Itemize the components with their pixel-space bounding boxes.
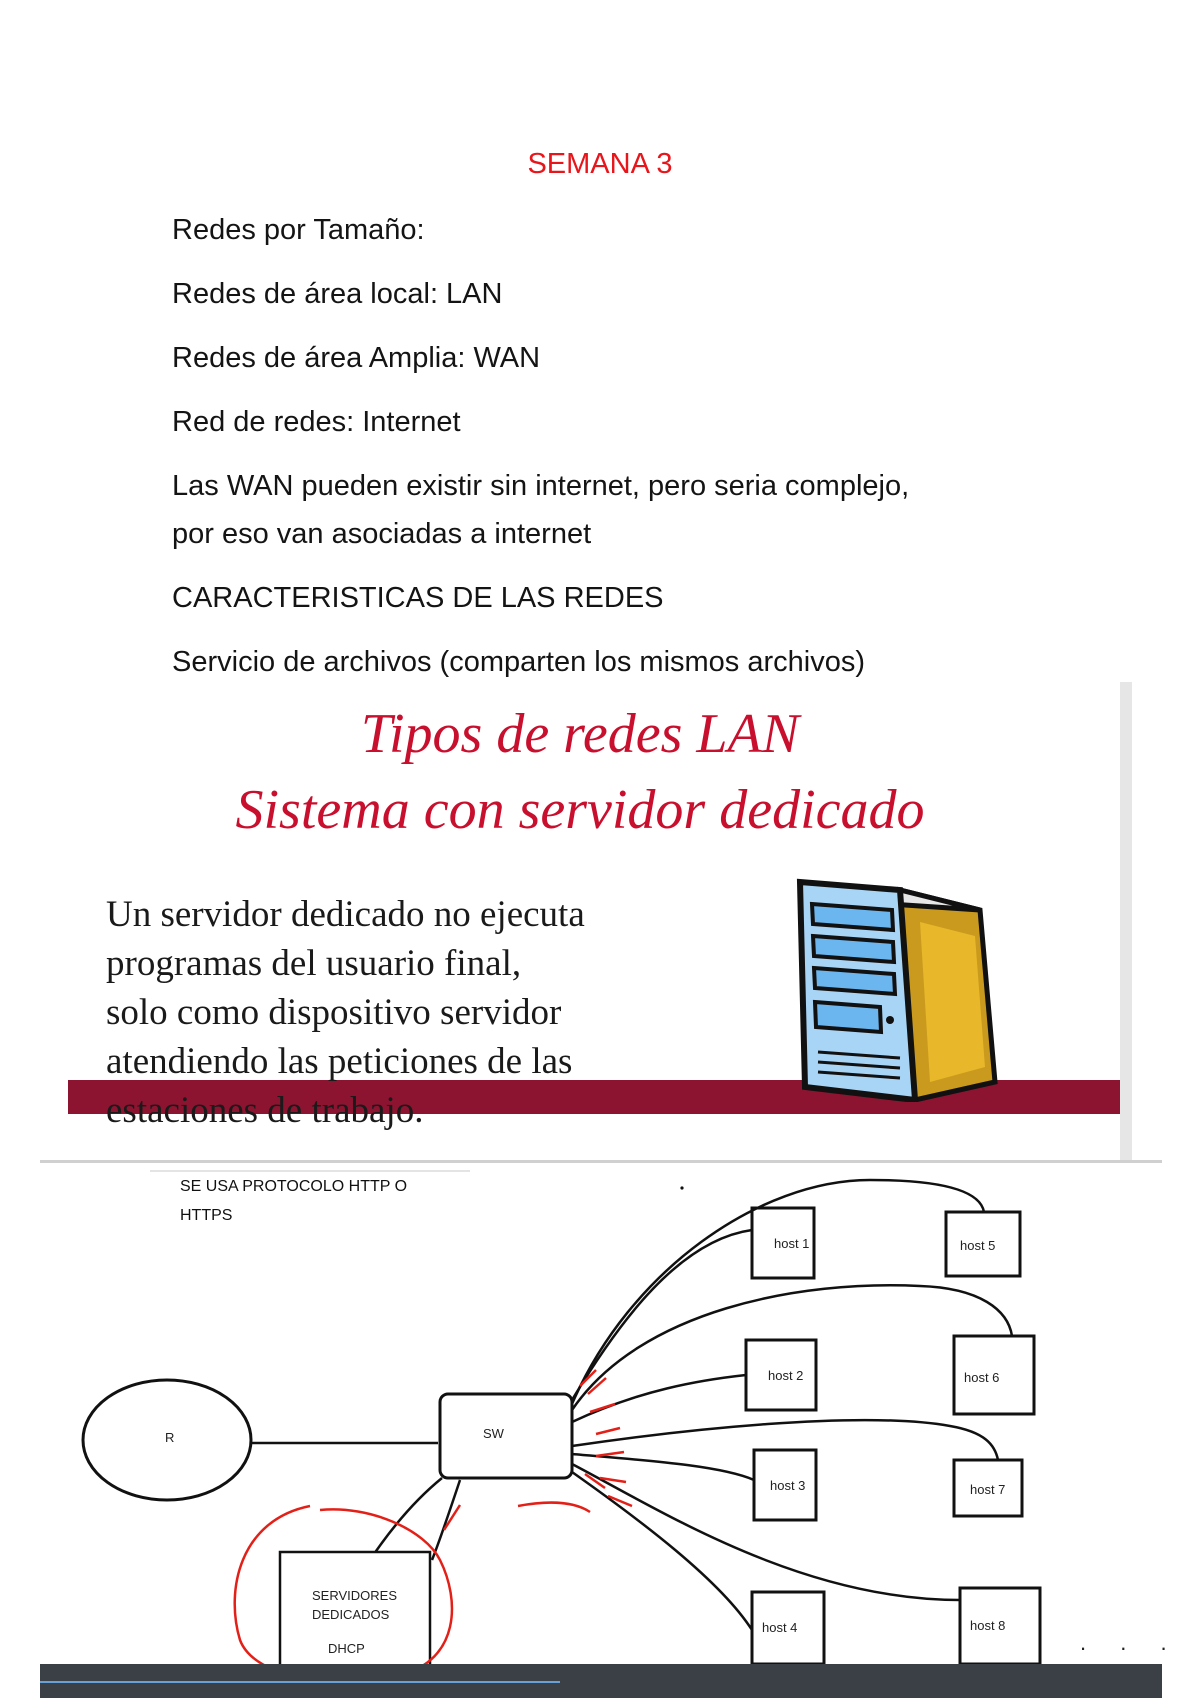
slide-title-line2: Sistema con servidor dedicado xyxy=(235,779,925,841)
slide-body-line: solo como dispositivo servidor xyxy=(106,992,562,1033)
link-host-1 xyxy=(572,1230,752,1400)
server-tower-icon xyxy=(750,862,1010,1102)
text-line: Redes por Tamaño: xyxy=(172,214,425,246)
text-line: Redes de área Amplia: WAN xyxy=(172,342,541,374)
router-label: R xyxy=(165,1430,175,1445)
slide-image xyxy=(40,682,1120,1160)
server-label-line3: DHCP xyxy=(328,1641,365,1656)
text-line: Las WAN pueden existir sin internet, pero seria complejo, xyxy=(172,470,910,502)
slide-edge xyxy=(1120,682,1132,1160)
host-label: host 1 xyxy=(774,1236,810,1251)
page-title: SEMANA 3 xyxy=(527,148,673,180)
slide-body-line: atendiendo las peticiones de las xyxy=(106,1041,573,1082)
slide-title-line1: Tipos de redes LAN xyxy=(360,703,800,765)
server-label-line2: DEDICADOS xyxy=(312,1607,390,1622)
switch-shape xyxy=(440,1394,572,1478)
network-diagram xyxy=(40,1160,1181,1680)
slide-body xyxy=(106,890,726,1135)
host-label: host 4 xyxy=(762,1620,798,1635)
protocol-note-line2: HTTPS xyxy=(180,1207,233,1224)
host-label: host 6 xyxy=(964,1370,1000,1385)
host-label: host 8 xyxy=(970,1618,1006,1633)
link-host-4 xyxy=(572,1472,752,1630)
protocol-note-line1: SE USA PROTOCOLO HTTP O xyxy=(180,1178,408,1195)
text-line: Redes de área local: LAN xyxy=(172,278,503,310)
text-line: CARACTERISTICAS DE LAS REDES xyxy=(172,582,664,614)
server-label-line1: SERVIDORES xyxy=(312,1588,398,1603)
text-line: por eso van asociadas a internet xyxy=(172,518,592,550)
ellipsis-dots: . . . xyxy=(1080,1630,1181,1655)
host-label: host 2 xyxy=(768,1368,804,1383)
host-label: host 3 xyxy=(770,1478,806,1493)
host-label: host 5 xyxy=(960,1238,996,1253)
link-host-2 xyxy=(572,1375,746,1422)
switch-server-link xyxy=(432,1480,460,1560)
bottom-bar-accent xyxy=(40,1681,560,1683)
host-label: host 7 xyxy=(970,1482,1006,1497)
slide-body-line: Un servidor dedicado no ejecuta xyxy=(106,894,585,935)
slide-body-line: estaciones de trabajo. xyxy=(106,1090,424,1131)
text-line: Red de redes: Internet xyxy=(172,406,461,438)
text-line: Servicio de archivos (comparten los mismos archivos) xyxy=(172,646,865,678)
slide-body-line: programas del usuario final, xyxy=(106,943,522,984)
switch-label: SW xyxy=(483,1426,504,1441)
link-host-3 xyxy=(572,1454,754,1480)
